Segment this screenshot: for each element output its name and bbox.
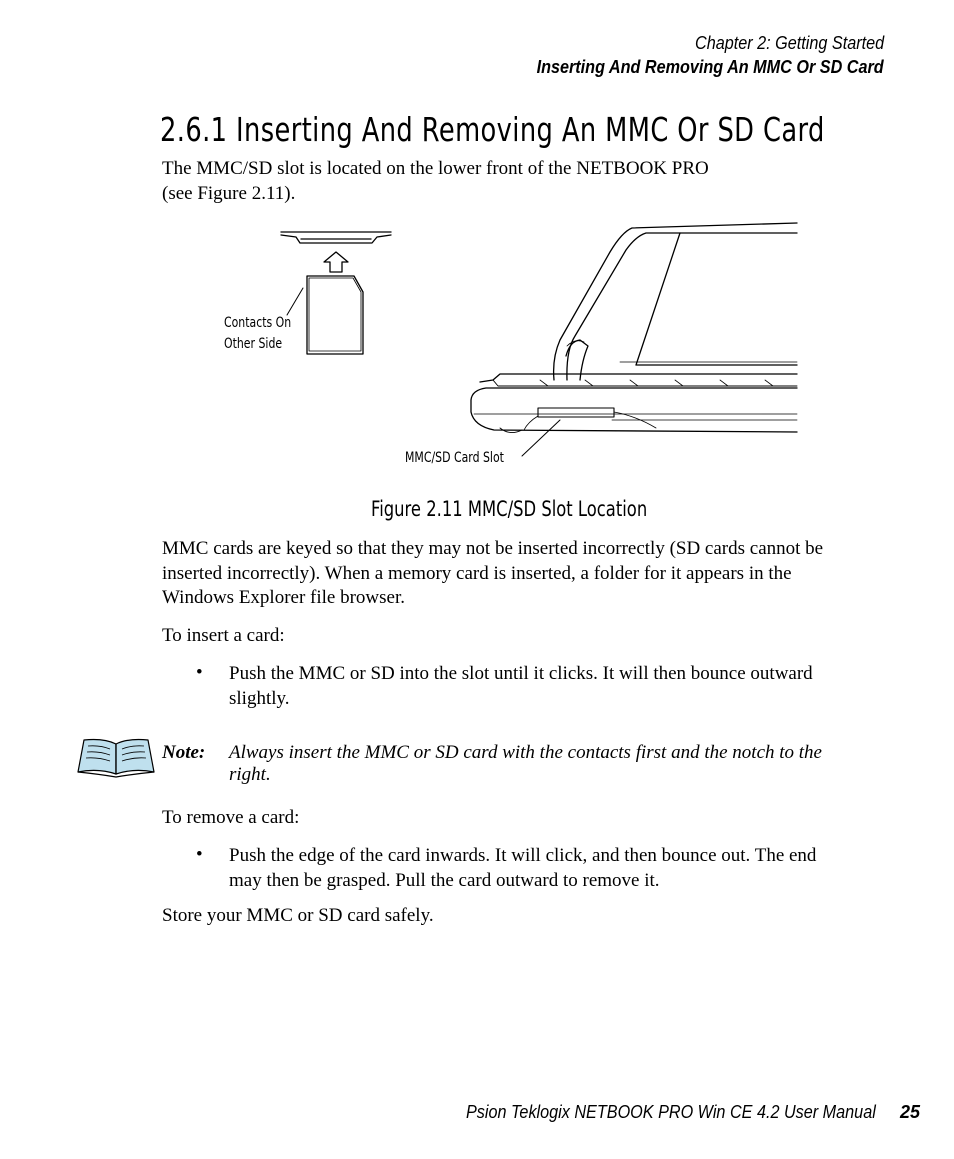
note-label: Note:: [162, 742, 206, 763]
page-number: 25: [900, 1102, 921, 1122]
mmc-slot-figure: [0, 0, 954, 490]
netbook-drawing: [471, 223, 797, 456]
remove-bullet-marker: •: [196, 844, 203, 865]
remove-intro: To remove a card:: [162, 807, 300, 828]
running-header-section: Inserting And Removing An MMC Or SD Card: [536, 57, 884, 77]
contacts-label: [224, 313, 291, 355]
store-paragraph: Store your MMC or SD card safely.: [162, 905, 434, 926]
section-title: 2.6.1 Inserting And Removing An MMC Or SD Card: [160, 110, 825, 149]
figure-caption: Figure 2.11 MMC/SD Slot Location: [371, 497, 648, 521]
intro-line-2: (see Figure 2.11).: [162, 182, 296, 204]
insert-intro: To insert a card:: [162, 625, 285, 646]
sd-card-drawing: [307, 276, 363, 354]
up-arrow-icon: [324, 252, 348, 272]
keyed-paragraph: MMC cards are keyed so that they may not be inserted incorrectly (SD cards cannot be inserted incorrectly). When a memory card is inserted, a folder for it appears in the Windows Explorer file browser.: [162, 538, 824, 608]
insert-bullet-text: Push the MMC or SD into the slot until it clicks. It will then bounce outward slightly.: [229, 663, 813, 709]
contacts-label-line-1: Contacts On: [224, 315, 292, 331]
card-slot-edge: [281, 232, 391, 243]
remove-bullet-text: Push the edge of the card inwards. It will click, and then bounce out. The end may then be grasped. Pull the card outward to remove it.: [229, 845, 817, 891]
open-book-icon: [76, 736, 156, 778]
slot-label: MMC/SD Card Slot: [405, 450, 504, 466]
contacts-label-line-2: Other Side: [224, 336, 283, 352]
contacts-leader-line: [287, 288, 303, 315]
running-header-chapter: Chapter 2: Getting Started: [694, 33, 884, 53]
intro-line-1: The MMC/SD slot is located on the lower front of the NETBOOK PRO: [162, 158, 709, 179]
insert-bullet-marker: •: [196, 662, 203, 683]
footer-title: Psion Teklogix NETBOOK PRO Win CE 4.2 User Manual: [466, 1102, 876, 1122]
note-text: Always insert the MMC or SD card with the contacts first and the notch to the right.: [229, 742, 822, 785]
